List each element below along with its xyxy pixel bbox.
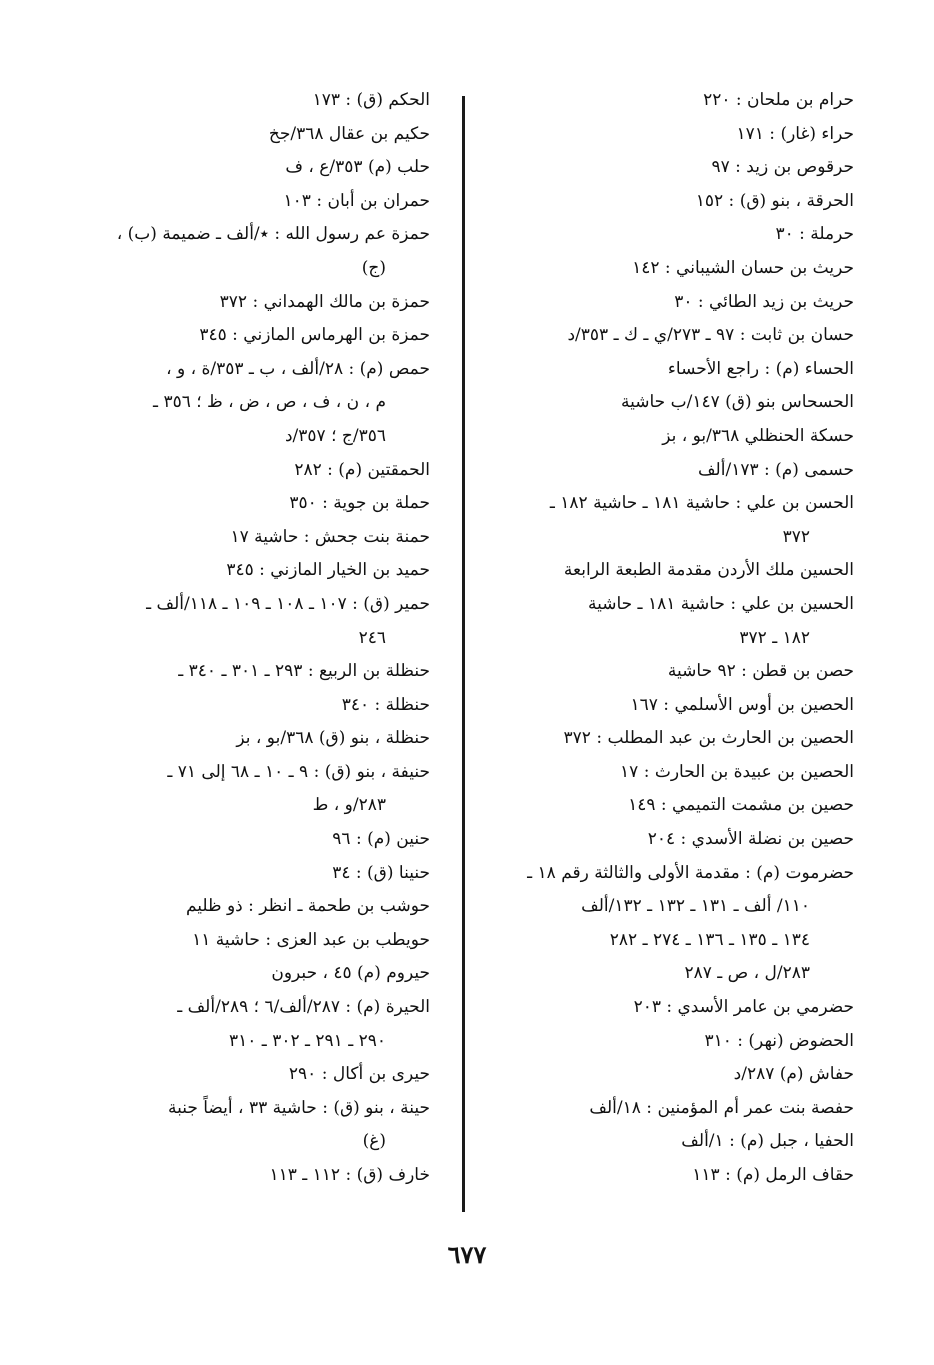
index-entry: الحصين بن أوس الأسلمي : ١٦٧ xyxy=(630,694,854,715)
index-entry: حنينا (ق) : ٣٤ xyxy=(332,862,430,883)
index-entry: حنظلة : ٣٤٠ xyxy=(341,694,430,715)
index-entry: حيروم (م) ٤٥ ، حبرون xyxy=(271,963,430,984)
index-entry: حمزة بن الهرماس المازني : ٣٤٥ xyxy=(199,325,430,346)
index-entry: حصين بن مشمت التميمي : ١٤٩ xyxy=(628,795,854,816)
index-entry: حضرموت (م) : مقدمة الأولى والثالثة رقم ١٨ ـ xyxy=(527,862,854,883)
index-entry: الحسحاس بنو (ق) ١٤٧/ب حاشية xyxy=(621,392,854,413)
index-entry: حرملة : ٣٠ xyxy=(775,224,854,245)
index-entry: الحيرة (م) : ٢٨٧/ألف/٦ ؛ ٢٨٩/ألف ـ xyxy=(177,997,430,1018)
index-entry: الحصين بن الحارث بن عبد المطلب : ٣٧٢ xyxy=(563,728,854,749)
index-entry-continuation: (ج) xyxy=(361,257,386,278)
index-entry: حصن بن قطن : ٩٢ حاشية xyxy=(667,661,854,682)
index-entry: حقاف الرمل (م) : ١١٣ xyxy=(692,1165,854,1185)
index-entry-continuation: ٢٤٦ xyxy=(358,627,386,648)
index-column-left xyxy=(90,84,430,1193)
index-entry: حرقوص بن زيد : ٩٧ xyxy=(711,157,854,178)
index-entry: حكيم بن عقال ٣٦٨/جخ xyxy=(268,123,430,144)
index-entry: حسمى (م) : ١٧٣/ألف xyxy=(697,459,854,480)
index-entry: حنين (م) : ٩٦ xyxy=(332,829,430,850)
index-entry-continuation: ٢٨٣/ل ، ص ـ ٢٨٧ xyxy=(684,963,810,984)
index-entry: حمزة بن مالك الهمداني : ٣٧٢ xyxy=(219,291,430,312)
index-entry-continuation: (غ) xyxy=(362,1131,386,1152)
index-column-right xyxy=(488,84,854,1193)
index-entry: حمير (ق) : ١٠٧ ـ ١٠٨ ـ ١٠٩ ـ ١١٨/ألف ـ xyxy=(146,593,430,614)
index-entry: الحصين بن عبيدة بن الحارث : ١٧ xyxy=(620,761,854,782)
index-entry-continuation: ٣٥٦/ج ؛ ٣٥٧/د xyxy=(284,425,386,446)
index-entry-continuation: ١٨٢ ـ ٣٧٢ xyxy=(739,627,810,648)
index-entry-continuation: ٢٩٠ ـ ٢٩١ ـ ٣٠٢ ـ ٣١٠ xyxy=(228,1030,386,1051)
index-entry: الحمقتين (م) : ٢٨٢ xyxy=(294,459,430,480)
index-entry: الحسين ملك الأردن مقدمة الطبعة الرابعة xyxy=(563,560,854,581)
index-entry: حفصة بنت عمر أم المؤمنين : ١٨/ألف xyxy=(589,1097,854,1118)
index-entry: حريث بن زيد الطائي : ٣٠ xyxy=(674,291,854,312)
index-entry: حينة ، بنو (ق) : حاشية ٣٣ ، أيضاً جنبة xyxy=(167,1097,430,1118)
index-entry: الحفيا ، جبل (م) : ١/ألف xyxy=(681,1131,854,1152)
index-entry: الحساء (م) : راجع الأحساء xyxy=(667,358,854,379)
index-entry: حسان بن ثابت : ٩٧ ـ ٢٧٣/ي ـ ك ـ ٣٥٣/د xyxy=(567,325,854,346)
index-entry: الحضوض (نهر) : ٣١٠ xyxy=(704,1030,854,1051)
index-entry: حمزة عم رسول الله : ٭/ألف ـ ضميمة (ب) ، xyxy=(116,224,430,245)
index-entry: الحسن بن علي : حاشية ١٨١ ـ حاشية ١٨٢ ـ xyxy=(549,493,854,514)
index-entry: حوشب بن طحمة ـ انظر : ذو ظليم xyxy=(185,896,430,917)
index-entry: حمص (م) : ٢٨/ألف ، ب ـ ٣٥٣/ة ، و ، xyxy=(166,358,430,379)
index-entry: حويطب بن عبد العزى : حاشية ١١ xyxy=(192,929,430,950)
index-entry: حريث بن حسان الشيباني : ١٤٢ xyxy=(632,257,854,278)
index-entry: حصين بن نضلة الأسدي : ٢٠٤ xyxy=(647,829,854,850)
index-entry: حنظلة بن الربيع : ٢٩٣ ـ ٣٠١ ـ ٣٤٠ ـ xyxy=(178,661,430,682)
index-entry-continuation: ٢٨٣/و ، ط xyxy=(312,795,386,816)
index-entry: حلب (م) ٣٥٣/ع ، ف xyxy=(285,157,430,178)
index-entry: الحسين بن علي : حاشية ١٨١ ـ حاشية xyxy=(587,593,854,614)
index-entry-continuation: ٣٧٢ xyxy=(782,526,810,547)
index-entry: الحرقة ، بنو (ق) : ١٥٢ xyxy=(695,190,854,211)
index-entry: حيرى بن أكال : ٢٩٠ xyxy=(288,1064,430,1085)
index-entry: الحكم (ق) : ١٧٣ xyxy=(312,90,430,110)
column-divider xyxy=(462,96,465,1212)
page-number: ٦٧٧ xyxy=(447,1240,487,1269)
index-entry: حمران بن أبان : ١٠٣ xyxy=(283,190,430,211)
index-entry: حملة بن جوية : ٣٥٠ xyxy=(289,493,430,514)
index-entry: حمنة بنت جحش : حاشية ١٧ xyxy=(230,526,430,547)
index-entry: حسكة الحنظلي ٣٦٨/بو ، بز xyxy=(662,425,854,446)
index-entry-continuation: ١١٠/ ألف ـ ١٣١ ـ ١٣٢ ـ ١٣٢/ألف xyxy=(581,896,810,917)
index-entry: خارف (ق) : ١١٢ ـ ١١٣ xyxy=(269,1165,430,1185)
index-entry: حنيفة ، بنو (ق) : ٩ ـ ١٠ ـ ٦٨ إلى ٧١ ـ xyxy=(167,761,430,782)
index-entry: حنظلة ، بنو (ق) ٣٦٨/بو ، بز xyxy=(236,728,430,749)
index-entry: حرام بن ملحان : ٢٢٠ xyxy=(703,90,854,110)
index-entry: حراء (غار) : ١٧١ xyxy=(736,123,854,144)
index-entry: حميد بن الخيار المازني : ٣٤٥ xyxy=(226,560,430,581)
index-entry-continuation: م ، ن ، ف ، ص ، ض ، ظ ؛ ٣٥٦ ـ xyxy=(153,392,386,413)
index-entry: حفاش (م) ٢٨٧/د xyxy=(733,1064,854,1085)
index-entry-continuation: ١٣٤ ـ ١٣٥ ـ ١٣٦ ـ ٢٧٤ ـ ٢٨٢ xyxy=(609,929,810,950)
index-entry: حضرمي بن عامر الأسدي : ٢٠٣ xyxy=(633,997,854,1018)
